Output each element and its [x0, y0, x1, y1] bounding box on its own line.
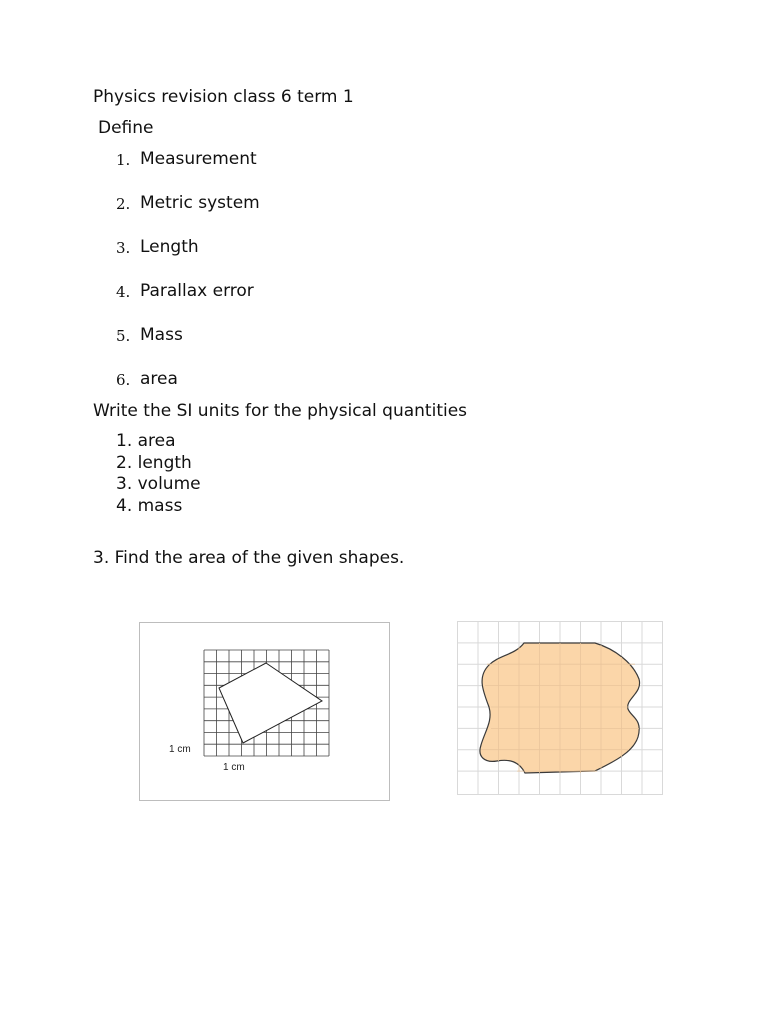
scale-label-horizontal: 1 cm	[223, 762, 245, 773]
list-text: Metric system	[140, 193, 260, 213]
quadrilateral-grid-figure	[139, 622, 390, 801]
list-text: Parallax error	[140, 281, 254, 301]
list-item: 4. mass	[116, 496, 183, 516]
list-item: 2. length	[116, 453, 192, 473]
list-text: Measurement	[140, 149, 257, 169]
irregular-shape-grid-svg	[457, 621, 663, 795]
list-number: 5.	[116, 327, 131, 345]
define-heading: Define	[98, 118, 154, 138]
list-number: 6.	[116, 371, 131, 389]
list-item: 1. area	[116, 431, 176, 451]
list-text: Length	[140, 237, 199, 257]
list-number: 2.	[116, 195, 131, 213]
si-units-heading: Write the SI units for the physical quantities	[93, 401, 468, 421]
list-text: Mass	[140, 325, 183, 345]
list-text: area	[140, 369, 178, 389]
page-title: Physics revision class 6 term 1	[93, 87, 354, 107]
list-number: 3.	[116, 239, 131, 257]
irregular-shape-grid-figure	[457, 621, 663, 795]
scale-label-vertical: 1 cm	[169, 744, 191, 755]
question-3: 3. Find the area of the given shapes.	[93, 548, 405, 568]
list-number: 4.	[116, 283, 131, 301]
list-item: 3. volume	[116, 474, 201, 494]
quadrilateral-grid-svg	[139, 622, 390, 801]
list-number: 1.	[116, 151, 131, 169]
